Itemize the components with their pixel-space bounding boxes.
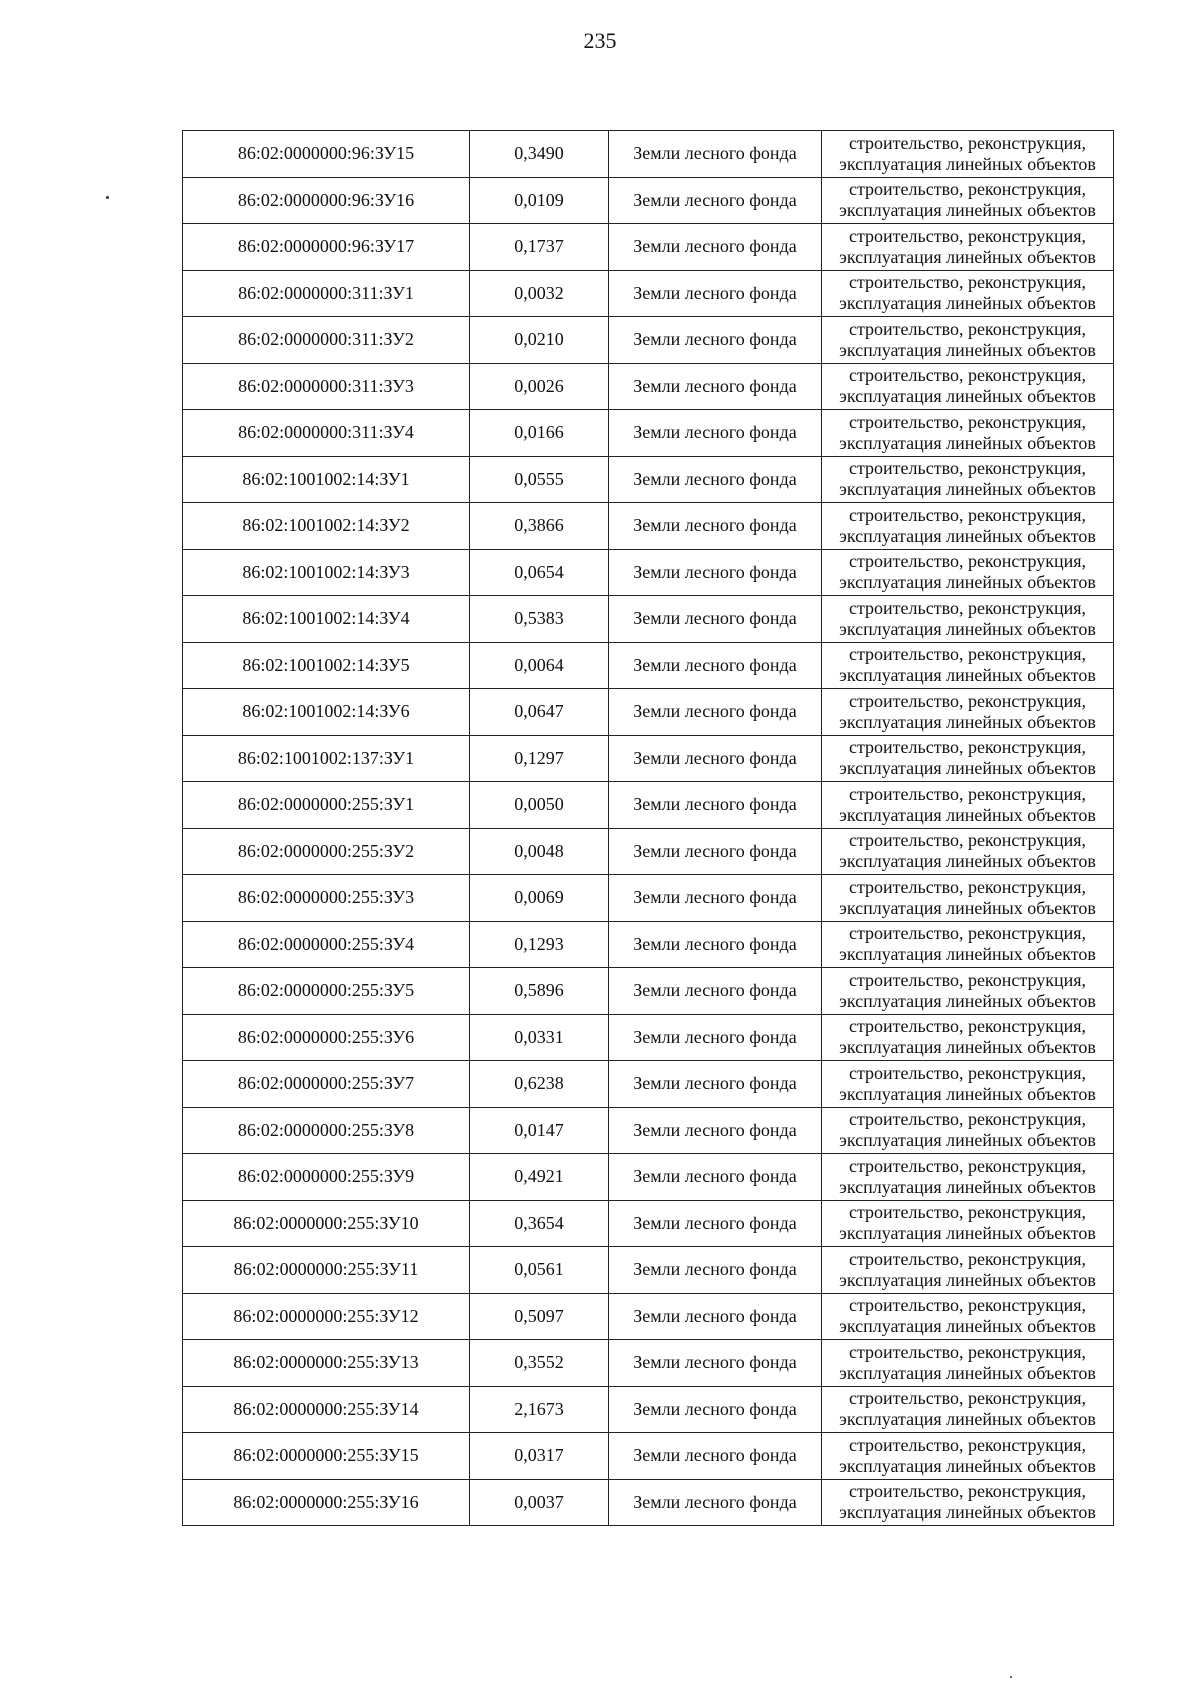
permitted-use-line: эксплуатация линейных объектов	[839, 1130, 1096, 1151]
cadastral-number-cell: 86:02:0000000:255:ЗУ3	[183, 875, 470, 922]
land-category-cell: Земли лесного фонда	[609, 410, 822, 457]
permitted-use-line: строительство, реконструкция,	[848, 923, 1087, 944]
permitted-use-line: строительство, реконструкция,	[848, 644, 1087, 665]
permitted-use-line: эксплуатация линейных объектов	[839, 386, 1096, 407]
permitted-use-line: строительство, реконструкция,	[848, 365, 1087, 386]
cadastral-number-cell: 86:02:1001002:14:ЗУ6	[183, 689, 470, 736]
permitted-use-cell	[822, 782, 1114, 829]
area-cell: 0,1293	[470, 921, 609, 968]
permitted-use-line: строительство, реконструкция,	[848, 1202, 1087, 1223]
permitted-use-line: эксплуатация линейных объектов	[839, 246, 1096, 267]
land-plots-table	[182, 130, 1114, 1526]
table-row	[183, 1433, 1114, 1480]
permitted-use-cell	[822, 1154, 1114, 1201]
land-category-cell: Земли лесного фонда	[609, 921, 822, 968]
permitted-use-line: строительство, реконструкция,	[848, 1341, 1087, 1362]
permitted-use-line: эксплуатация линейных объектов	[839, 1409, 1096, 1430]
land-category-cell: Земли лесного фонда	[609, 1107, 822, 1154]
cadastral-number-cell: 86:02:0000000:255:ЗУ16	[183, 1479, 470, 1526]
table-row	[183, 317, 1114, 364]
land-plots-table-body	[183, 131, 1114, 1526]
permitted-use-cell	[822, 363, 1114, 410]
table-row	[183, 224, 1114, 271]
permitted-use-cell	[822, 1061, 1114, 1108]
area-cell: 0,0064	[470, 642, 609, 689]
table-row	[183, 875, 1114, 922]
cadastral-number-cell: 86:02:1001002:14:ЗУ5	[183, 642, 470, 689]
land-category-cell: Земли лесного фонда	[609, 1014, 822, 1061]
land-category-cell: Земли лесного фонда	[609, 1200, 822, 1247]
table-row	[183, 782, 1114, 829]
land-category-cell: Земли лесного фонда	[609, 1433, 822, 1480]
permitted-use-line: эксплуатация линейных объектов	[839, 200, 1096, 221]
permitted-use-line: эксплуатация линейных объектов	[839, 944, 1096, 965]
permitted-use-line: эксплуатация линейных объектов	[839, 851, 1096, 872]
permitted-use-line: эксплуатация линейных объектов	[839, 711, 1096, 732]
land-category-cell: Земли лесного фонда	[609, 549, 822, 596]
cadastral-number-cell: 86:02:0000000:255:ЗУ12	[183, 1293, 470, 1340]
permitted-use-line: эксплуатация линейных объектов	[839, 153, 1096, 174]
cadastral-number-cell: 86:02:0000000:255:ЗУ2	[183, 828, 470, 875]
table-row	[183, 689, 1114, 736]
cadastral-number-cell: 86:02:0000000:255:ЗУ7	[183, 1061, 470, 1108]
land-category-cell: Земли лесного фонда	[609, 224, 822, 271]
permitted-use-line: эксплуатация линейных объектов	[839, 1455, 1096, 1476]
land-category-cell: Земли лесного фонда	[609, 177, 822, 224]
permitted-use-line: строительство, реконструкция,	[848, 597, 1087, 618]
cadastral-number-cell: 86:02:1001002:14:ЗУ2	[183, 503, 470, 550]
permitted-use-line: строительство, реконструкция,	[848, 1434, 1087, 1455]
permitted-use-line: строительство, реконструкция,	[848, 458, 1087, 479]
cadastral-number-cell: 86:02:1001002:14:ЗУ4	[183, 596, 470, 643]
permitted-use-cell	[822, 828, 1114, 875]
permitted-use-line: строительство, реконструкция,	[848, 1062, 1087, 1083]
land-category-cell: Земли лесного фонда	[609, 689, 822, 736]
area-cell: 0,0147	[470, 1107, 609, 1154]
permitted-use-line: эксплуатация линейных объектов	[839, 572, 1096, 593]
cadastral-number-cell: 86:02:0000000:255:ЗУ4	[183, 921, 470, 968]
permitted-use-line: эксплуатация линейных объектов	[839, 293, 1096, 314]
permitted-use-line: эксплуатация линейных объектов	[839, 525, 1096, 546]
table-row	[183, 270, 1114, 317]
table-row	[183, 1154, 1114, 1201]
permitted-use-cell	[822, 549, 1114, 596]
table-row	[183, 1293, 1114, 1340]
area-cell: 0,0555	[470, 456, 609, 503]
area-cell: 0,0331	[470, 1014, 609, 1061]
land-category-cell: Земли лесного фонда	[609, 642, 822, 689]
permitted-use-line: строительство, реконструкция,	[848, 1109, 1087, 1130]
area-cell: 0,0032	[470, 270, 609, 317]
cadastral-number-cell: 86:02:0000000:255:ЗУ13	[183, 1340, 470, 1387]
land-category-cell: Земли лесного фонда	[609, 782, 822, 829]
permitted-use-cell	[822, 1479, 1114, 1526]
table-row	[183, 828, 1114, 875]
area-cell: 0,3552	[470, 1340, 609, 1387]
table-row	[183, 1479, 1114, 1526]
permitted-use-cell	[822, 1200, 1114, 1247]
permitted-use-cell	[822, 735, 1114, 782]
land-category-cell: Земли лесного фонда	[609, 1386, 822, 1433]
land-category-cell: Земли лесного фонда	[609, 735, 822, 782]
permitted-use-line: строительство, реконструкция,	[848, 179, 1087, 200]
area-cell: 0,4921	[470, 1154, 609, 1201]
table-row	[183, 596, 1114, 643]
permitted-use-line: эксплуатация линейных объектов	[839, 1176, 1096, 1197]
permitted-use-line: строительство, реконструкция,	[848, 1248, 1087, 1269]
land-category-cell: Земли лесного фонда	[609, 596, 822, 643]
permitted-use-line: строительство, реконструкция,	[848, 1388, 1087, 1409]
land-category-cell: Земли лесного фонда	[609, 317, 822, 364]
permitted-use-line: строительство, реконструкция,	[848, 272, 1087, 293]
permitted-use-line: эксплуатация линейных объектов	[839, 990, 1096, 1011]
cadastral-number-cell: 86:02:1001002:14:ЗУ3	[183, 549, 470, 596]
permitted-use-line: строительство, реконструкция,	[848, 225, 1087, 246]
permitted-use-cell	[822, 410, 1114, 457]
permitted-use-cell	[822, 689, 1114, 736]
area-cell: 0,0109	[470, 177, 609, 224]
scan-speck	[1010, 1676, 1012, 1678]
cadastral-number-cell: 86:02:0000000:255:ЗУ1	[183, 782, 470, 829]
land-category-cell: Земли лесного фонда	[609, 1340, 822, 1387]
cadastral-number-cell: 86:02:1001002:14:ЗУ1	[183, 456, 470, 503]
land-category-cell: Земли лесного фонда	[609, 363, 822, 410]
cadastral-number-cell: 86:02:0000000:255:ЗУ10	[183, 1200, 470, 1247]
land-category-cell: Земли лесного фонда	[609, 456, 822, 503]
area-cell: 0,1297	[470, 735, 609, 782]
permitted-use-line: строительство, реконструкция,	[848, 876, 1087, 897]
table-row	[183, 968, 1114, 1015]
permitted-use-cell	[822, 1293, 1114, 1340]
area-cell: 0,0026	[470, 363, 609, 410]
permitted-use-line: строительство, реконструкция,	[848, 411, 1087, 432]
permitted-use-line: эксплуатация линейных объектов	[839, 339, 1096, 360]
table-row	[183, 642, 1114, 689]
land-category-cell: Земли лесного фонда	[609, 1154, 822, 1201]
permitted-use-line: эксплуатация линейных объектов	[839, 1502, 1096, 1523]
table-row	[183, 921, 1114, 968]
table-row	[183, 363, 1114, 410]
table-row	[183, 1107, 1114, 1154]
table-row	[183, 177, 1114, 224]
land-category-cell: Земли лесного фонда	[609, 503, 822, 550]
area-cell: 0,0647	[470, 689, 609, 736]
area-cell: 0,0069	[470, 875, 609, 922]
area-cell: 0,0317	[470, 1433, 609, 1480]
permitted-use-line: эксплуатация линейных объектов	[839, 1083, 1096, 1104]
permitted-use-cell	[822, 1014, 1114, 1061]
permitted-use-cell	[822, 875, 1114, 922]
land-category-cell: Земли лесного фонда	[609, 1293, 822, 1340]
permitted-use-line: строительство, реконструкция,	[848, 1155, 1087, 1176]
table-row	[183, 1386, 1114, 1433]
permitted-use-cell	[822, 1433, 1114, 1480]
permitted-use-line: строительство, реконструкция,	[848, 969, 1087, 990]
cadastral-number-cell: 86:02:0000000:96:ЗУ17	[183, 224, 470, 271]
cadastral-number-cell: 86:02:0000000:255:ЗУ11	[183, 1247, 470, 1294]
permitted-use-cell	[822, 1340, 1114, 1387]
area-cell: 0,1737	[470, 224, 609, 271]
area-cell: 0,3490	[470, 131, 609, 178]
permitted-use-cell	[822, 317, 1114, 364]
table-row	[183, 735, 1114, 782]
permitted-use-cell	[822, 596, 1114, 643]
permitted-use-line: строительство, реконструкция,	[848, 504, 1087, 525]
permitted-use-line: эксплуатация линейных объектов	[839, 1362, 1096, 1383]
table-row	[183, 549, 1114, 596]
permitted-use-line: строительство, реконструкция,	[848, 132, 1087, 153]
area-cell: 0,0166	[470, 410, 609, 457]
permitted-use-cell	[822, 177, 1114, 224]
permitted-use-cell	[822, 968, 1114, 1015]
permitted-use-line: эксплуатация линейных объектов	[839, 432, 1096, 453]
permitted-use-cell	[822, 503, 1114, 550]
cadastral-number-cell: 86:02:0000000:255:ЗУ8	[183, 1107, 470, 1154]
table-row	[183, 1247, 1114, 1294]
permitted-use-cell	[822, 270, 1114, 317]
table-row	[183, 503, 1114, 550]
permitted-use-cell	[822, 224, 1114, 271]
table-row	[183, 1061, 1114, 1108]
cadastral-number-cell: 86:02:0000000:255:ЗУ14	[183, 1386, 470, 1433]
area-cell: 0,0210	[470, 317, 609, 364]
table-row	[183, 410, 1114, 457]
cadastral-number-cell: 86:02:0000000:311:ЗУ2	[183, 317, 470, 364]
area-cell: 0,0561	[470, 1247, 609, 1294]
cadastral-number-cell: 86:02:1001002:137:ЗУ1	[183, 735, 470, 782]
permitted-use-line: строительство, реконструкция,	[848, 1295, 1087, 1316]
permitted-use-line: эксплуатация линейных объектов	[839, 1223, 1096, 1244]
cadastral-number-cell: 86:02:0000000:255:ЗУ15	[183, 1433, 470, 1480]
area-cell: 0,3654	[470, 1200, 609, 1247]
page-number: 235	[583, 28, 617, 53]
permitted-use-cell	[822, 642, 1114, 689]
land-category-cell: Земли лесного фонда	[609, 131, 822, 178]
area-cell: 0,0037	[470, 1479, 609, 1526]
area-cell: 2,1673	[470, 1386, 609, 1433]
land-category-cell: Земли лесного фонда	[609, 828, 822, 875]
permitted-use-line: эксплуатация линейных объектов	[839, 1269, 1096, 1290]
cadastral-number-cell: 86:02:0000000:255:ЗУ5	[183, 968, 470, 1015]
table-row	[183, 131, 1114, 178]
scan-speck	[106, 196, 109, 199]
area-cell: 0,6238	[470, 1061, 609, 1108]
permitted-use-line: эксплуатация линейных объектов	[839, 618, 1096, 639]
permitted-use-line: эксплуатация линейных объектов	[839, 665, 1096, 686]
land-category-cell: Земли лесного фонда	[609, 1061, 822, 1108]
permitted-use-line: строительство, реконструкция,	[848, 690, 1087, 711]
area-cell: 0,3866	[470, 503, 609, 550]
permitted-use-line: строительство, реконструкция,	[848, 551, 1087, 572]
permitted-use-cell	[822, 921, 1114, 968]
table-row	[183, 456, 1114, 503]
permitted-use-line: строительство, реконструкция,	[848, 1481, 1087, 1502]
permitted-use-cell	[822, 456, 1114, 503]
land-category-cell: Земли лесного фонда	[609, 1479, 822, 1526]
permitted-use-line: строительство, реконструкция,	[848, 318, 1087, 339]
area-cell: 0,0048	[470, 828, 609, 875]
cadastral-number-cell: 86:02:0000000:311:ЗУ4	[183, 410, 470, 457]
cadastral-number-cell: 86:02:0000000:96:ЗУ15	[183, 131, 470, 178]
area-cell: 0,0050	[470, 782, 609, 829]
table-row	[183, 1200, 1114, 1247]
cadastral-number-cell: 86:02:0000000:311:ЗУ1	[183, 270, 470, 317]
permitted-use-line: эксплуатация линейных объектов	[839, 1316, 1096, 1337]
permitted-use-line: эксплуатация линейных объектов	[839, 897, 1096, 918]
permitted-use-line: строительство, реконструкция,	[848, 830, 1087, 851]
permitted-use-cell	[822, 1107, 1114, 1154]
permitted-use-line: эксплуатация линейных объектов	[839, 1037, 1096, 1058]
area-cell: 0,5383	[470, 596, 609, 643]
land-category-cell: Земли лесного фонда	[609, 875, 822, 922]
permitted-use-line: строительство, реконструкция,	[848, 783, 1087, 804]
cadastral-number-cell: 86:02:0000000:311:ЗУ3	[183, 363, 470, 410]
land-category-cell: Земли лесного фонда	[609, 270, 822, 317]
cadastral-number-cell: 86:02:0000000:96:ЗУ16	[183, 177, 470, 224]
cadastral-number-cell: 86:02:0000000:255:ЗУ6	[183, 1014, 470, 1061]
permitted-use-line: строительство, реконструкция,	[848, 737, 1087, 758]
permitted-use-cell	[822, 131, 1114, 178]
area-cell: 0,0654	[470, 549, 609, 596]
permitted-use-cell	[822, 1386, 1114, 1433]
area-cell: 0,5896	[470, 968, 609, 1015]
land-category-cell: Земли лесного фонда	[609, 1247, 822, 1294]
cadastral-number-cell: 86:02:0000000:255:ЗУ9	[183, 1154, 470, 1201]
permitted-use-line: эксплуатация линейных объектов	[839, 804, 1096, 825]
area-cell: 0,5097	[470, 1293, 609, 1340]
permitted-use-line: эксплуатация линейных объектов	[839, 479, 1096, 500]
permitted-use-cell	[822, 1247, 1114, 1294]
table-row	[183, 1014, 1114, 1061]
table-row	[183, 1340, 1114, 1387]
land-category-cell: Земли лесного фонда	[609, 968, 822, 1015]
permitted-use-line: эксплуатация линейных объектов	[839, 758, 1096, 779]
permitted-use-line: строительство, реконструкция,	[848, 1016, 1087, 1037]
